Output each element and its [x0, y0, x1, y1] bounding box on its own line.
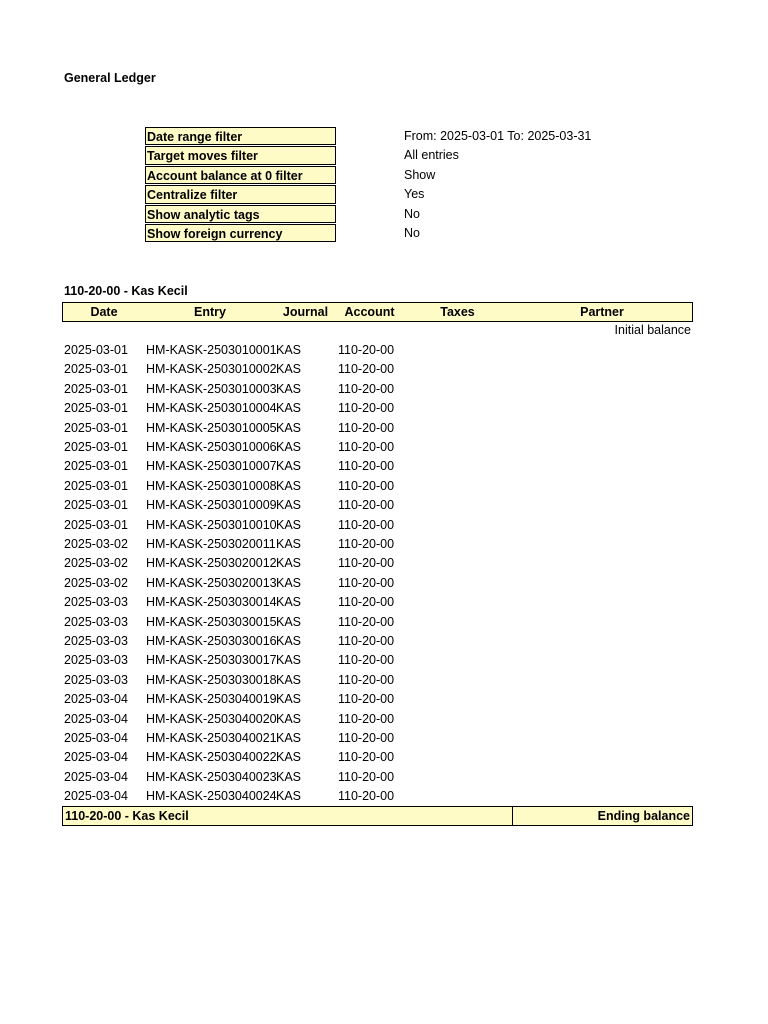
row-journal: KAS: [276, 653, 302, 668]
row-account: 110-20-00: [338, 362, 395, 377]
row-journal: KAS: [276, 750, 302, 765]
row-account: 110-20-00: [338, 789, 395, 804]
row-account: 110-20-00: [338, 459, 395, 474]
filter-row: [145, 166, 436, 185]
row-entry: HM-KASK-2503010009: [146, 498, 277, 513]
row-entry: HM-KASK-2503030018: [146, 672, 277, 687]
filter-label: Account balance at 0 filter: [145, 166, 336, 184]
row-date: 2025-03-01: [64, 517, 128, 532]
row-account: 110-20-00: [338, 769, 395, 784]
row-entry: HM-KASK-2503010006: [146, 440, 277, 454]
row-date: 2025-03-02: [64, 537, 128, 551]
filter-label: Target moves filter: [145, 146, 336, 164]
filter-value: Yes: [404, 187, 425, 202]
row-entry: HM-KASK-2503010001: [146, 343, 277, 357]
filter-value: No: [404, 226, 420, 240]
row-date: 2025-03-01: [64, 478, 128, 493]
row-date: 2025-03-01: [64, 459, 128, 474]
row-date: 2025-03-03: [64, 634, 128, 648]
row-account: 110-20-00: [338, 575, 395, 590]
row-account: 110-20-00: [338, 750, 395, 765]
row-date: 2025-03-02: [64, 556, 128, 571]
row-date: 2025-03-03: [64, 672, 128, 687]
filter-value: All entries: [404, 148, 459, 163]
report-title: General Ledger: [64, 71, 156, 85]
footer-account-label: 110-20-00 - Kas Kecil: [62, 806, 513, 826]
column-header-taxes: Taxes: [403, 302, 513, 322]
filter-value: Show: [404, 167, 436, 182]
ending-balance-label: Ending balance: [512, 806, 693, 826]
row-account: 110-20-00: [338, 672, 395, 687]
row-journal: KAS: [276, 440, 302, 454]
row-account: 110-20-00: [338, 343, 395, 357]
filter-value: From: 2025-03-01 To: 2025-03-31: [404, 129, 592, 143]
row-entry: HM-KASK-2503030016: [146, 634, 277, 648]
row-journal: KAS: [276, 634, 302, 648]
row-journal: KAS: [276, 789, 302, 804]
row-date: 2025-03-01: [64, 362, 128, 377]
row-entry: HM-KASK-2503010010: [146, 517, 277, 532]
row-date: 2025-03-01: [64, 498, 128, 513]
row-date: 2025-03-04: [64, 731, 128, 745]
row-date: 2025-03-01: [64, 440, 128, 454]
row-date: 2025-03-02: [64, 575, 128, 590]
row-journal: KAS: [276, 556, 302, 571]
row-account: 110-20-00: [338, 420, 395, 435]
row-entry: HM-KASK-2503040021: [146, 731, 277, 745]
row-journal: KAS: [276, 537, 302, 551]
row-date: 2025-03-03: [64, 653, 128, 668]
row-journal: KAS: [276, 614, 302, 629]
row-account: 110-20-00: [338, 498, 395, 513]
row-date: 2025-03-03: [64, 614, 128, 629]
row-journal: KAS: [276, 731, 302, 745]
row-date: 2025-03-01: [64, 401, 128, 416]
row-entry: HM-KASK-2503020013: [146, 575, 277, 590]
row-date: 2025-03-04: [64, 750, 128, 765]
row-account: 110-20-00: [338, 401, 395, 416]
row-journal: KAS: [276, 478, 302, 493]
filter-value: No: [404, 206, 420, 221]
row-journal: KAS: [276, 672, 302, 687]
row-journal: KAS: [276, 575, 302, 590]
row-entry: HM-KASK-2503010005: [146, 420, 277, 435]
row-entry: HM-KASK-2503030017: [146, 653, 277, 668]
row-entry: HM-KASK-2503030015: [146, 614, 277, 629]
row-entry: HM-KASK-2503020012: [146, 556, 277, 571]
filter-row: [145, 127, 592, 146]
row-journal: KAS: [276, 498, 302, 513]
filter-label: Show foreign currency: [145, 224, 336, 242]
row-account: 110-20-00: [338, 381, 395, 396]
row-account: 110-20-00: [338, 537, 395, 551]
row-date: 2025-03-04: [64, 692, 128, 707]
row-entry: HM-KASK-2503040023: [146, 769, 277, 784]
row-journal: KAS: [276, 517, 302, 532]
row-entry: HM-KASK-2503020011: [146, 537, 276, 551]
row-account: 110-20-00: [338, 478, 395, 493]
row-journal: KAS: [276, 692, 302, 707]
row-entry: HM-KASK-2503010004: [146, 401, 277, 416]
row-journal: KAS: [276, 711, 302, 726]
row-account: 110-20-00: [338, 653, 395, 668]
row-entry: HM-KASK-2503010003: [146, 381, 277, 396]
row-date: 2025-03-04: [64, 711, 128, 726]
filter-row: [145, 185, 425, 204]
row-account: 110-20-00: [338, 517, 395, 532]
row-journal: KAS: [276, 401, 302, 416]
column-header-account: Account: [336, 302, 404, 322]
row-date: 2025-03-01: [64, 381, 128, 396]
row-journal: KAS: [276, 420, 302, 435]
row-date: 2025-03-01: [64, 420, 128, 435]
row-account: 110-20-00: [338, 614, 395, 629]
column-header-partner: Partner: [512, 302, 693, 322]
row-account: 110-20-00: [338, 556, 395, 571]
filter-label: Date range filter: [145, 127, 336, 145]
row-entry: HM-KASK-2503040020: [146, 711, 277, 726]
row-account: 110-20-00: [338, 595, 395, 610]
row-account: 110-20-00: [338, 711, 395, 726]
row-entry: HM-KASK-2503010007: [146, 459, 277, 474]
row-journal: KAS: [276, 595, 302, 610]
row-journal: KAS: [276, 343, 302, 357]
row-entry: HM-KASK-2503030014: [146, 595, 277, 610]
row-account: 110-20-00: [338, 731, 395, 745]
row-date: 2025-03-04: [64, 789, 128, 804]
row-account: 110-20-00: [338, 440, 395, 454]
column-header-journal: Journal: [275, 302, 337, 322]
row-journal: KAS: [276, 769, 302, 784]
filter-row: [145, 205, 420, 224]
row-entry: HM-KASK-2503040024: [146, 789, 277, 804]
row-journal: KAS: [276, 381, 302, 396]
row-journal: KAS: [276, 362, 302, 377]
row-entry: HM-KASK-2503040022: [146, 750, 277, 765]
row-entry: HM-KASK-2503010002: [146, 362, 277, 377]
row-entry: HM-KASK-2503040019: [146, 692, 277, 707]
filter-label: Centralize filter: [145, 185, 336, 203]
row-date: 2025-03-01: [64, 343, 128, 357]
column-header-entry: Entry: [145, 302, 276, 322]
row-account: 110-20-00: [338, 692, 395, 707]
row-journal: KAS: [276, 459, 302, 474]
initial-balance-label: Initial balance: [614, 323, 691, 337]
filter-row: [145, 146, 459, 165]
column-header-date: Date: [62, 302, 146, 322]
row-account: 110-20-00: [338, 634, 395, 648]
account-section-title: 110-20-00 - Kas Kecil: [64, 284, 188, 298]
row-date: 2025-03-03: [64, 595, 128, 610]
filter-label: Show analytic tags: [145, 205, 336, 223]
row-date: 2025-03-04: [64, 769, 128, 784]
row-entry: HM-KASK-2503010008: [146, 478, 277, 493]
filter-row: [145, 224, 420, 243]
